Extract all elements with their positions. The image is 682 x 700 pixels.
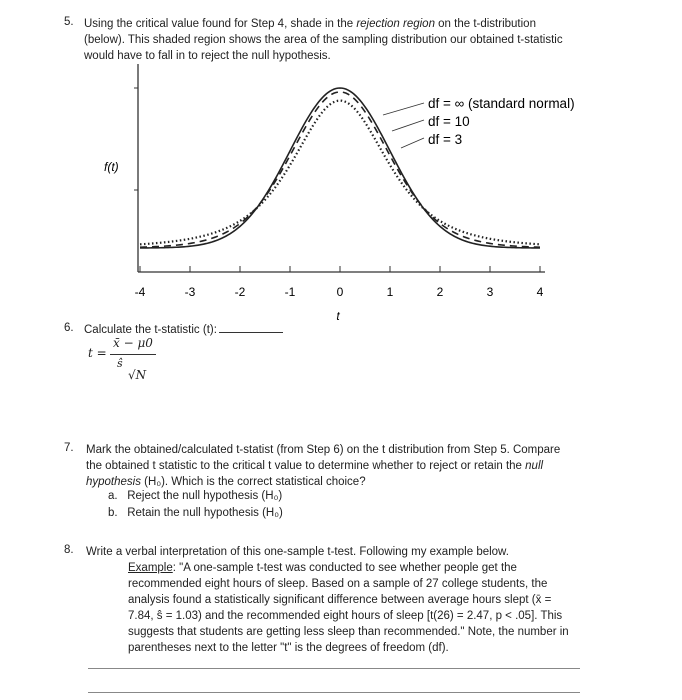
q8-example-line5: suggests that students are getting less sleep than recommended." Note, the number in: [128, 626, 569, 638]
curve-dashed: [140, 92, 540, 247]
x-tick-label: -2: [234, 285, 246, 299]
q7-line1: Mark the obtained/calculated t-statist (from Step 6) on the t distribution from Step 5. Compare: [86, 444, 561, 456]
t-formula-lhs: t =: [88, 346, 107, 360]
x-tick-label: -4: [134, 285, 146, 299]
legend-entry: df = ∞ (standard normal): [428, 96, 575, 111]
x-tick-label: -3: [184, 285, 196, 299]
y-axis-label: f(t): [104, 160, 119, 174]
answer-line-2[interactable]: [88, 692, 580, 693]
q5-line1-b: on the t-distribution: [434, 18, 536, 30]
q7-line3-b: (H₀). Which is the correct statistical choice?: [140, 476, 366, 488]
legend: [428, 96, 575, 147]
x-tick-label: 3: [486, 285, 494, 299]
q7-line2: [86, 458, 646, 474]
example-text-0: : "A one-sample t-test was conducted to see whether people get the: [172, 562, 517, 574]
q5-number: 5.: [64, 16, 74, 28]
q8-example-line3: analysis found a statistically significant difference between average hours slept (x̄ =: [128, 594, 552, 606]
x-tick-label: -1: [284, 285, 296, 299]
legend-entry: df = 10: [428, 114, 470, 129]
x-tick-label: 2: [436, 285, 444, 299]
q8-line1: Write a verbal interpretation of this one-sample t-test. Following my example below.: [86, 546, 509, 558]
q5-line3: would have to fall in to reject the null hypothesis.: [84, 50, 331, 62]
q7-text: [86, 442, 646, 490]
x-tick-label: 4: [536, 285, 544, 299]
curves: [140, 88, 540, 248]
q7-option-a[interactable]: [108, 490, 282, 502]
q6-number: 6.: [64, 322, 74, 334]
x-ticks: [135, 266, 544, 299]
q8-example-line4: 7.84, ŝ = 1.03) and the recommended eight hours of sleep [t(26) = 2.47, p < .05]. This: [128, 610, 563, 622]
x-tick-label: 1: [386, 285, 394, 299]
q7-line2-a: the obtained t statistic to the critical t value to determine whether to reject or retain the: [86, 460, 526, 472]
legend-leader-df3: [401, 138, 424, 148]
t-formula-numerator: x̄ − μ0: [113, 336, 153, 350]
x-tick-label: 0: [336, 285, 344, 299]
q8-number: 8.: [64, 544, 74, 556]
q7-line2-italic: null: [525, 460, 544, 472]
t-statistic-answer-blank[interactable]: [219, 322, 283, 333]
q5-line1-italic: rejection region: [356, 18, 435, 30]
t-formula-s-hat: ŝ: [117, 357, 123, 370]
q6-prompt: Calculate the t-statistic (t):: [84, 324, 217, 336]
curve-solid: [140, 88, 540, 248]
q8-example-line1: [128, 560, 598, 576]
legend-entry: df = 3: [428, 132, 463, 147]
q8-example-line6: parentheses next to the letter "t" is the degrees of freedom (df).: [128, 642, 449, 654]
q7-line3-italic: hypothesis: [86, 476, 141, 488]
t-distribution-chart[interactable]: [0, 0, 682, 330]
t-formula-fraction-bar: [110, 354, 156, 355]
q7-option-b[interactable]: [108, 507, 283, 519]
q8-example: [128, 560, 598, 656]
q7-line3: [86, 474, 646, 490]
example-label: Example: [128, 562, 173, 574]
curve-dotted: [140, 101, 540, 245]
q8-example-line2: recommended eight hours of sleep. Based on a sample of 27 college students, the: [128, 578, 548, 590]
option-letter: a.: [108, 490, 118, 502]
q5-line1-a: Using the critical value found for Step 4, shade in the: [84, 18, 357, 30]
q7-number: 7.: [64, 442, 74, 454]
x-axis-label: t: [336, 309, 340, 323]
answer-line-1[interactable]: [88, 668, 580, 669]
q5-line2: (below). This shaded region shows the area of the sampling distribution our obtained t-statistic: [84, 34, 563, 46]
legend-leader-normal: [383, 103, 424, 115]
option-text: Reject the null hypothesis (H₀): [127, 490, 283, 502]
option-text: Retain the null hypothesis (H₀): [127, 507, 283, 519]
t-formula-sqrt-n: √N: [128, 368, 147, 382]
option-letter: b.: [108, 507, 118, 519]
legend-leader-df10: [392, 120, 424, 131]
